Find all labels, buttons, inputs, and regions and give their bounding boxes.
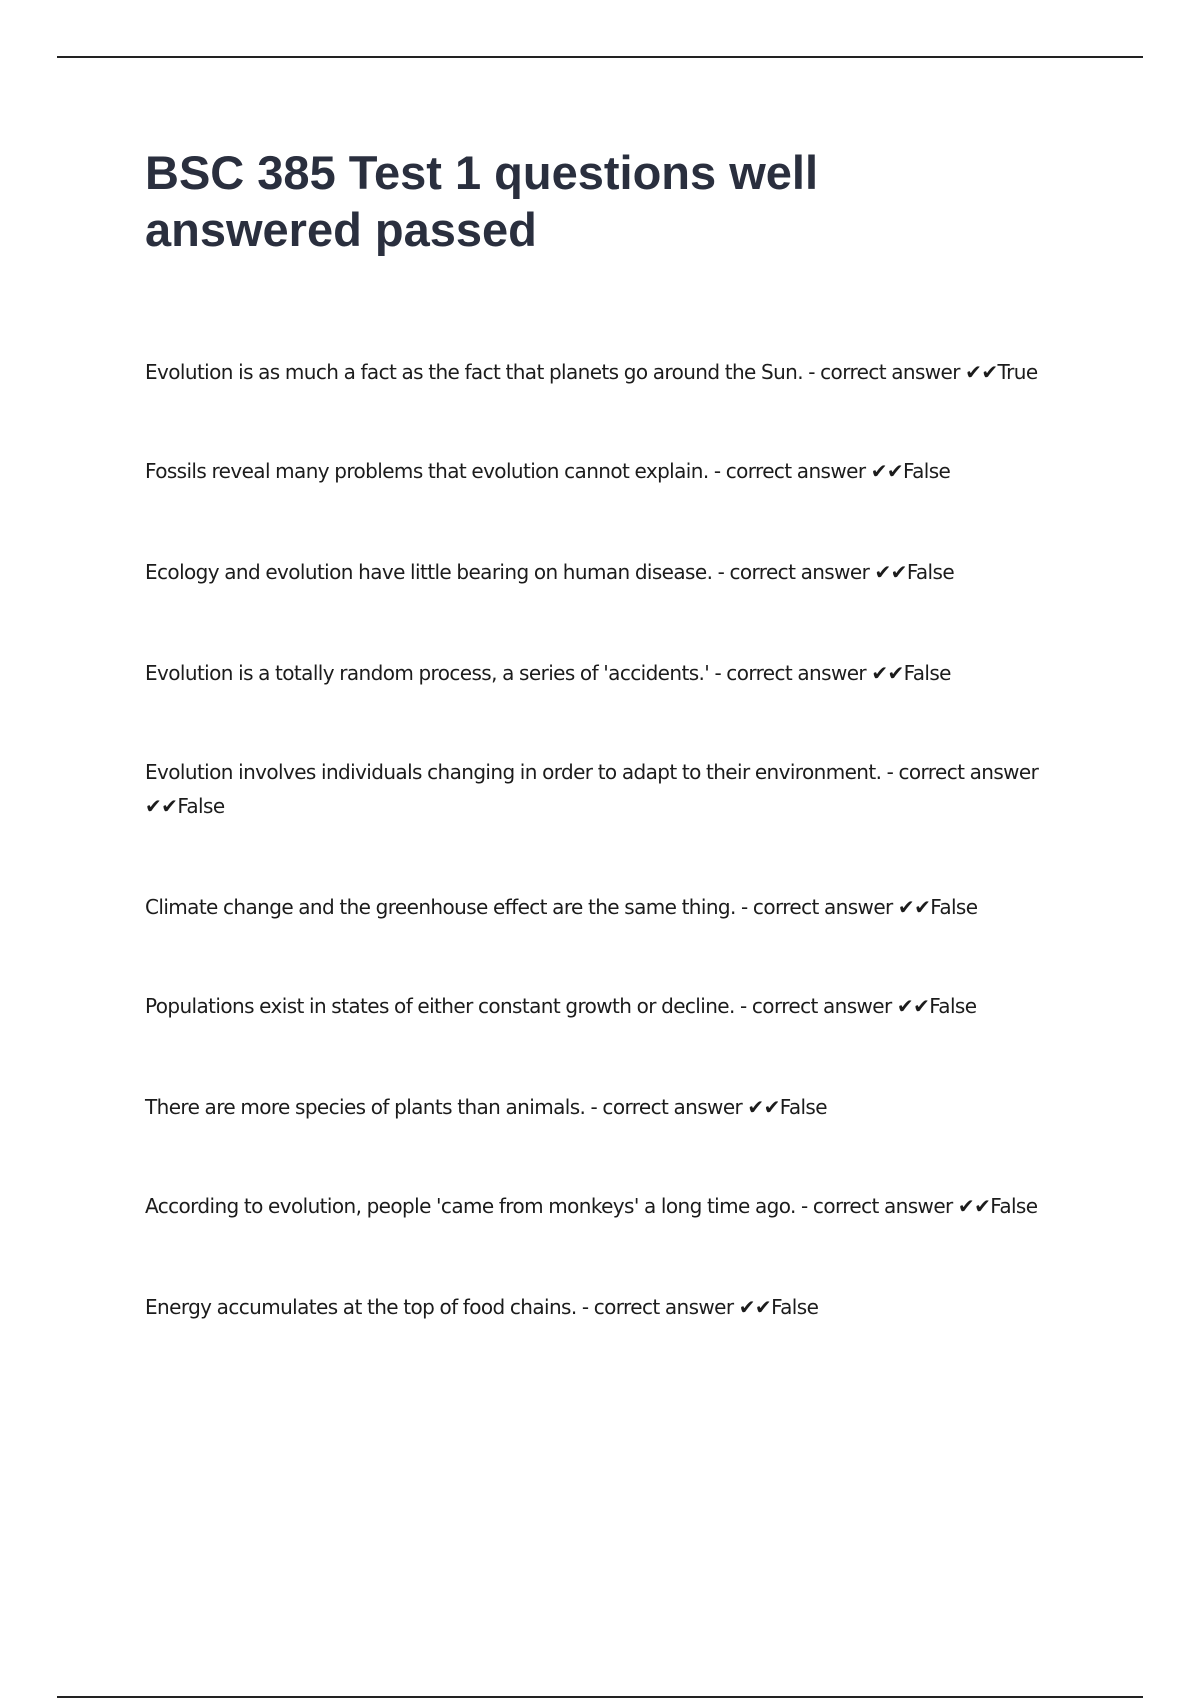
document-title: BSC 385 Test 1 questions well answered passed bbox=[145, 146, 819, 256]
question-item bbox=[145, 755, 1095, 823]
answer-separator: - correct answer bbox=[590, 1095, 743, 1119]
question-text: Evolution is as much a fact as the fact that planets go around the Sun. bbox=[145, 360, 804, 384]
answer-separator: - correct answer bbox=[740, 994, 892, 1018]
check-marks-icon: ✔✔ bbox=[874, 560, 907, 584]
question-item bbox=[145, 1290, 1095, 1324]
bottom-rule bbox=[57, 1696, 1143, 1698]
question-text: Evolution involves individuals changing in order to adapt to their environment. bbox=[145, 760, 882, 784]
answer-separator: - correct answer bbox=[717, 560, 870, 584]
check-marks-icon: ✔✔ bbox=[870, 459, 904, 483]
question-text: Fossils reveal many problems that evolution cannot explain. bbox=[145, 459, 709, 483]
question-text: According to evolution, people 'came from monkeys' a long time ago. bbox=[145, 1194, 796, 1218]
answer-separator: - correct answer bbox=[713, 459, 866, 483]
check-marks-icon: ✔✔ bbox=[747, 1095, 780, 1119]
answer-text: False bbox=[903, 661, 951, 685]
answer-text: False bbox=[779, 1095, 827, 1119]
answer-text: False bbox=[929, 994, 977, 1018]
question-text: There are more species of plants than animals. bbox=[145, 1095, 586, 1119]
question-item bbox=[145, 1189, 1095, 1223]
answer-separator: - correct answer bbox=[808, 360, 960, 384]
answer-separator: - correct answer bbox=[741, 895, 893, 919]
question-item bbox=[145, 355, 1095, 389]
top-rule bbox=[57, 56, 1143, 58]
answer-separator: - correct answer bbox=[714, 661, 867, 685]
answer-text: False bbox=[930, 895, 978, 919]
answer-text: False bbox=[990, 1194, 1038, 1218]
question-item bbox=[145, 555, 1095, 589]
question-item bbox=[145, 890, 1095, 924]
check-marks-icon: ✔✔ bbox=[957, 1194, 991, 1218]
answer-text: False bbox=[903, 459, 951, 483]
answer-text: True bbox=[997, 360, 1038, 384]
question-text: Ecology and evolution have little bearing on human disease. bbox=[145, 560, 713, 584]
question-item bbox=[145, 989, 1095, 1023]
answer-text: False bbox=[771, 1295, 819, 1319]
answer-separator: - correct answer bbox=[886, 760, 1039, 784]
check-marks-icon: ✔✔ bbox=[871, 661, 904, 685]
question-text: Climate change and the greenhouse effect are the same thing. bbox=[145, 895, 736, 919]
check-marks-icon: ✔✔ bbox=[145, 794, 178, 818]
check-marks-icon: ✔✔ bbox=[896, 994, 930, 1018]
answer-text: False bbox=[906, 560, 955, 584]
answer-separator: - correct answer bbox=[801, 1194, 953, 1218]
answer-separator: - correct answer bbox=[581, 1295, 734, 1319]
question-text: Energy accumulates at the top of food chains. bbox=[145, 1295, 577, 1319]
question-text: Evolution is a totally random process, a series of 'accidents.' bbox=[145, 661, 710, 685]
question-item bbox=[145, 454, 1095, 488]
question-text: Populations exist in states of either constant growth or decline. bbox=[145, 994, 735, 1018]
check-marks-icon: ✔✔ bbox=[738, 1295, 772, 1319]
question-item bbox=[145, 1090, 1095, 1124]
answer-text: False bbox=[177, 794, 225, 818]
question-item bbox=[145, 656, 1095, 690]
check-marks-icon: ✔✔ bbox=[897, 895, 931, 919]
check-marks-icon: ✔✔ bbox=[965, 360, 998, 384]
